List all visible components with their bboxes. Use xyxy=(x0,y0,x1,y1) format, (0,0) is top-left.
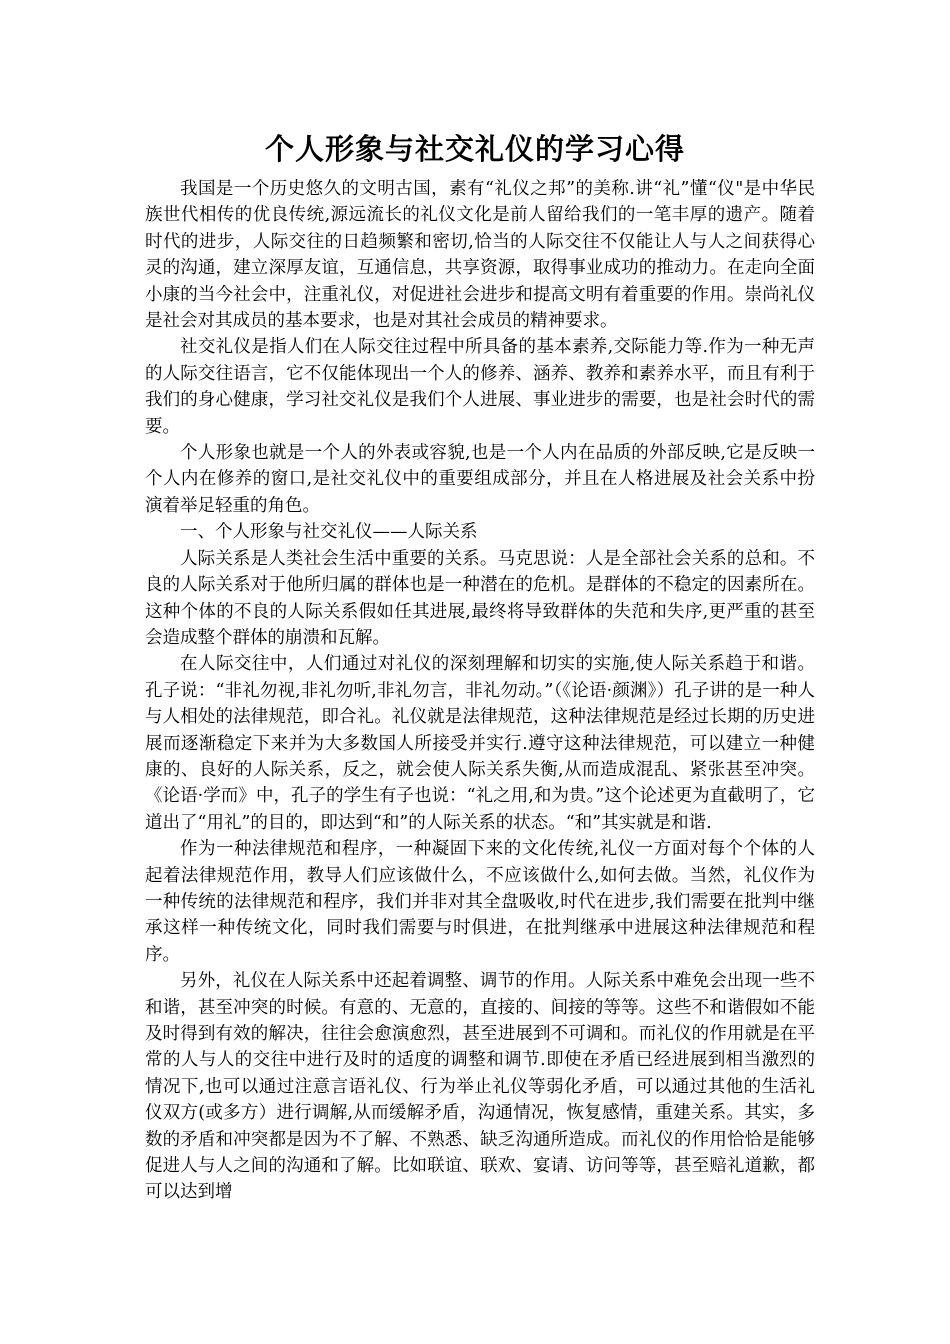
paragraph-intro: 我国是一个历史悠久的文明古国，素有“礼仪之邦”的美称.讲“礼”懂“仪"是中华民族世代相传的优良传统,源远流长的礼仪文化是前人留给我们的一笔丰厚的遗产。随着时代的进步，人际交往的日趋频繁和密切,恰当的人际交往不仅能让人与人之间获得心灵的沟通，建立深厚友谊，互通信息，共享资源，取得事业成功的推动力。在走向全面小康的当今社会中，注重礼仪，对促进社会进步和提高文明有着重要的作用。崇尚礼仪是社会对其成员的基本要求，也是对其社会成员的精神要求。 xyxy=(145,179,815,332)
paragraph-personal-image: 个人形象也就是一个人的外表或容貌,也是一个人内在品质的外部反映,它是反映一个人内在修养的窗口,是社交礼仪中的重要组成部分，并且在人格进展及社会关系中扮演着举足轻重的角色。 xyxy=(145,443,815,516)
paragraph-confucius: 在人际交往中，人们通过对礼仪的深刻理解和切实的实施,使人际关系趋于和谐。孔子说：“非礼勿视,非礼勿听,非礼勿言，非礼勿动。”（《论语·颜渊》）孔子讲的是一种人与人相处的法律规范，即合礼。礼仪就是法律规范，这种法律规范是经过长期的历史进展而逐渐稳定下来并为大多数国人所接受并实行.遵守这种法律规范，可以建立一种健康的、良好的人际关系，反之，就会使人际关系失衡,从而造成混乱、紧张甚至冲突。《论语·学而》中，孔子的学生有子也说：“礼之用,和为贵。”这个论述更为直截明了，它道出了“用礼”的目的，即达到“和”的人际关系的状态。“和”其实就是和谐. xyxy=(145,654,815,833)
paragraph-adjustment: 另外，礼仪在人际关系中还起着调整、调节的作用。人际关系中难免会出现一些不和谐，甚至冲突的时候。有意的、无意的，直接的、间接的等等。这些不和谐假如不能及时得到有效的解决，往往会愈演愈烈，甚至进展到不可调和。而礼仪的作用就是在平常的人与人的交往中进行及时的适度的调整和调节.即使在矛盾已经进展到相当激烈的情况下,也可以通过注意言语礼仪、行为举止礼仪等弱化矛盾，可以通过其他的生活礼仪双方(或多方）进行调解,从而缓解矛盾，沟通情况，恢复感情，重建关系。其实，多数的矛盾和冲突都是因为不了解、不熟悉、缺乏沟通所造成。而礼仪的作用恰恰是能够促进人与人之间的沟通和了解。比如联谊、联欢、宴请、访问等等，甚至赔礼道歉，都可以达到增 xyxy=(145,971,815,1203)
section-heading-1: 一、个人形象与社交礼仪——人际关系 xyxy=(180,522,478,543)
paragraph-social-etiquette: 社交礼仪是指人们在人际交往过程中所具备的基本素养,交际能力等.作为一种无声的人际交往语言，它不仅能体现出一个人的修养、涵养、教养和素养水平，而且有利于我们的身心健康，学习社交礼仪是我们个人进展、事业进步的需要，也是社会时代的需要。 xyxy=(145,337,815,437)
document-body xyxy=(145,176,815,1206)
document-title: 个人形象与社交礼仪的学习心得 xyxy=(264,132,685,166)
paragraph-norms: 作为一种法律规范和程序，一种凝固下来的文化传统,礼仪一方面对每个个体的人起着法律规范作用，教导人们应该做什么，不应该做什么,如何去做。当然，礼仪作为一种传统的法律规范和程序，我们并非对其全盘吸收,时代在进步,我们需要在批判中继承这样一种传统文化，同时我们需要与时俱进，在批判继承中进展这种法律规范和程序。 xyxy=(145,839,815,965)
paragraph-relations: 人际关系是人类社会生活中重要的关系。马克思说：人是全部社会关系的总和。不良的人际关系对于他所归属的群体也是一种潜在的危机。是群体的不稳定的因素所在。这种个体的不良的人际关系假如任其进展,最终将导致群体的失范和失序,更严重的甚至会造成整个群体的崩溃和瓦解。 xyxy=(145,548,815,648)
